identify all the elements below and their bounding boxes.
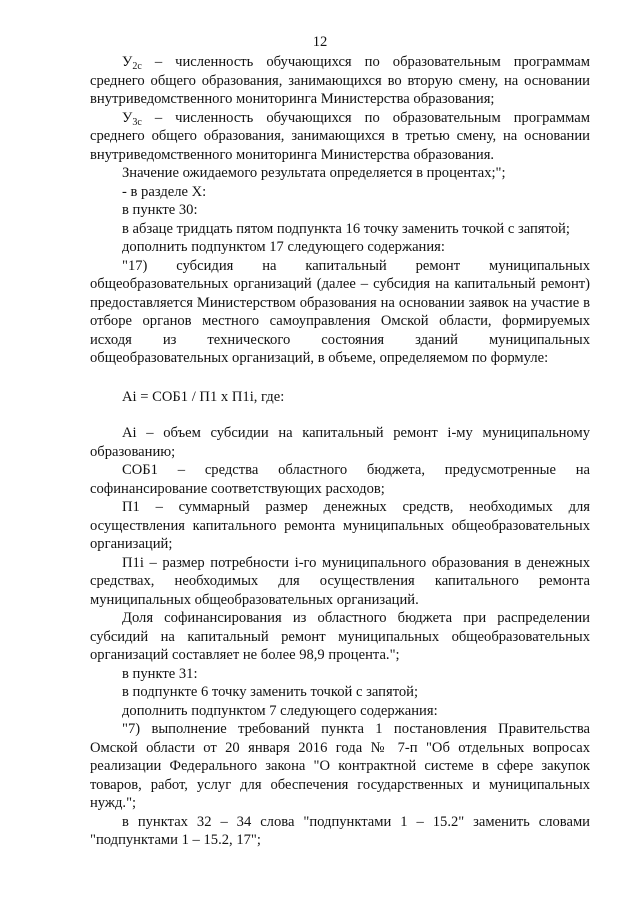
paragraph-points-32-34: в пунктах 32 – 34 слова "подпунктами 1 – 15.2" заменить словами "подпунктами 1 – 15.2, 17"; <box>90 813 590 848</box>
paragraph-p1i-definition: П1i – размер потребности i-го муниципального образования в денежных средствах, необходимых для осуществления капитального ремонта муниципальных общеобразовательных организаций. <box>90 554 590 608</box>
paragraph-sob1-definition: СОБ1 – средства областного бюджета, предусмотренные на софинансирование соответствующих расходов; <box>90 462 590 497</box>
document-body <box>90 53 590 850</box>
paragraph-subsidy-17: "17) субсидия на капитальный ремонт муниципальных общеобразовательных организаций (далее – субсидия на капитальный ремонт) предоставляется Министерством образования на основании заявок на участие в отборе органов местного самоуправления Омской области, формируемых исходя из технического состояния зданий муниципальных общеобразовательных организаций, в объеме, определяемом по формуле: <box>90 257 590 366</box>
paragraph-point-30: в пункте 30: <box>122 202 198 218</box>
variable-u: У <box>122 54 133 70</box>
paragraph-point-31: в пункте 31: <box>122 665 198 682</box>
paragraph-subpoint-6: в подпункте 6 точку заменить точкой с запятой; <box>122 684 419 700</box>
paragraph-cofinancing-share: Доля софинансирования из областного бюджета при распределении субсидий на капитальный ремонт муниципальных общеобразовательных организаций составляет не более 98,9 процента."; <box>90 610 590 663</box>
paragraph-subpoint-16: в абзаце тридцать пятом подпункта 16 точку заменить точкой с запятой; <box>122 220 570 237</box>
paragraph-result-value: Значение ожидаемого результата определяется в процентах;"; <box>122 165 506 181</box>
variable-subscript: 3с <box>132 116 142 128</box>
paragraph-section-x: - в разделе X: <box>122 183 207 200</box>
variable-subscript: 2с <box>132 61 142 72</box>
paragraph-u3c <box>90 109 590 165</box>
page-number: 12 <box>312 34 328 50</box>
paragraph-subpoint-7: "7) выполнение требований пункта 1 постановления Правительства Омской области от 20 января 2016 года № 7-п "Об отдельных вопросах реализации Федерального закона "О контрактной системе в сфере закупок товаров, работ, услуг для обеспечения государственных и муниципальных нужд."; <box>90 721 590 811</box>
paragraph-add-7: дополнить подпунктом 7 следующего содержания: <box>122 702 438 719</box>
paragraph-add-17: дополнить подпунктом 17 следующего содержания: <box>122 239 445 255</box>
paragraph-text: – численность обучающихся по образовательным программам среднего общего образования, занимающихся во вторую смену, на основании внутриведомственного мониторинга Министерства образования; <box>90 54 590 107</box>
formula: Ai = СОБ1 / П1 х П1i, где: <box>122 388 285 405</box>
variable-u: У <box>122 109 133 126</box>
paragraph-u2c <box>90 53 590 109</box>
paragraph-p1-definition: П1 – суммарный размер денежных средств, необходимых для осуществления капитального ремонта муниципальных общеобразовательных организаций; <box>90 499 590 552</box>
paragraph-text: – численность обучающихся по образовательным программам среднего общего образования, занимающихся в третью смену, на основании внутриведомственного мониторинга Министерства образования. <box>90 109 590 163</box>
paragraph-ai-definition: Ai – объем субсидии на капитальный ремонт i-му муниципальному образованию; <box>90 425 590 460</box>
